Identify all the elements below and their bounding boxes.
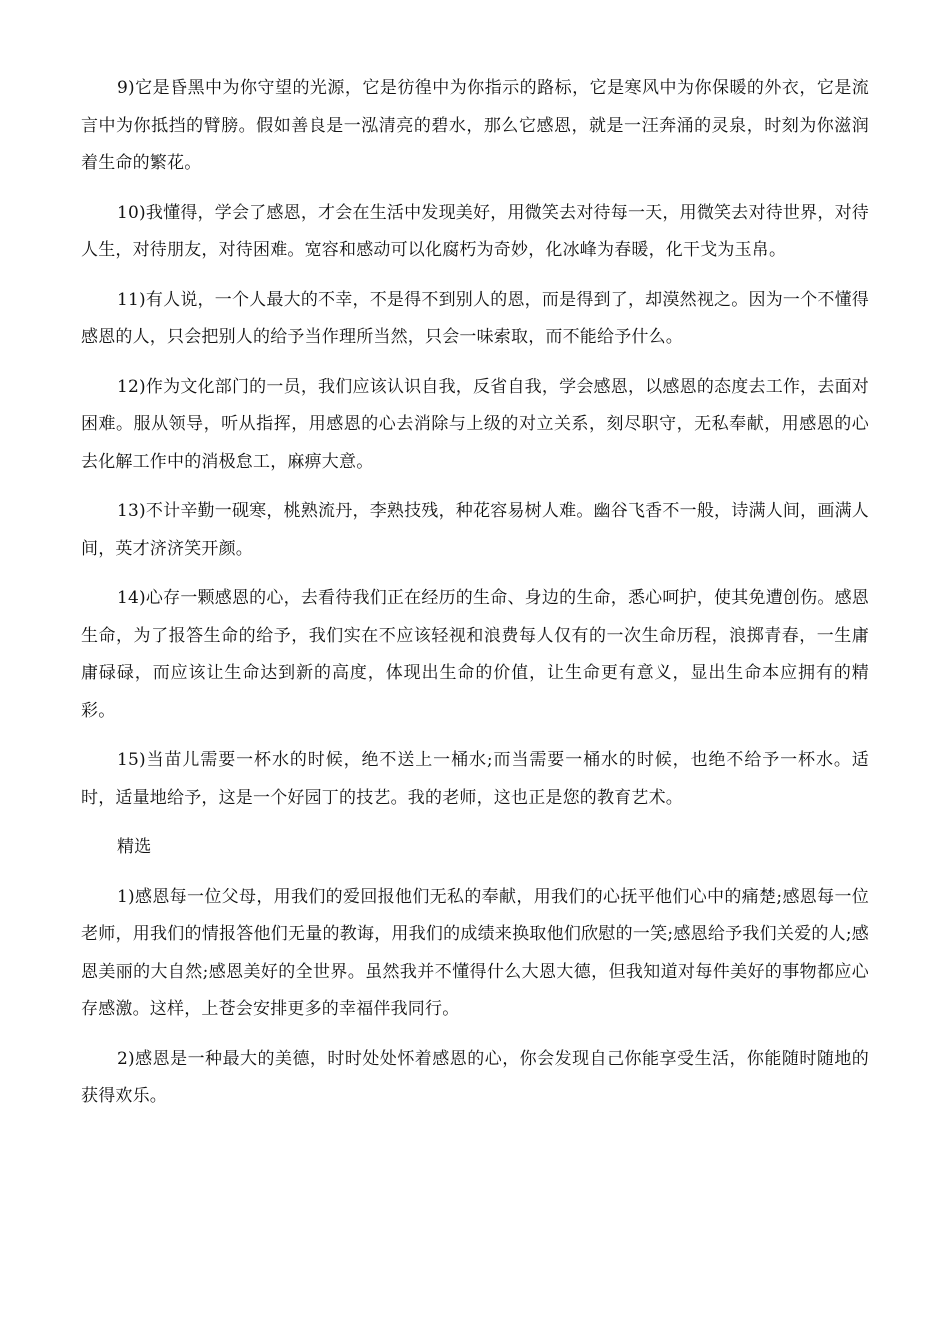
- document-body: [81, 70, 869, 1128]
- paragraph-12: 12)作为文化部门的一员，我们应该认识自我，反省自我，学会感恩，以感恩的态度去工作，去面对困难。服从领导，听从指挥，用感恩的心去消除与上级的对立关系，刻尽职守，无私奉献，用感恩的心去化解工作中的消极怠工，麻痹大意。: [81, 376, 869, 472]
- paragraph-14: 14)心存一颗感恩的心，去看待我们正在经历的生命、身边的生命，悉心呵护，使其免遭创伤。感恩生命，为了报答生命的给予，我们实在不应该轻视和浪费每人仅有的一次生命历程，浪掷青春，一生庸庸碌碌，而应该让生命达到新的高度，体现出生命的价值，让生命更有意义，显出生命本应拥有的精彩。: [81, 588, 869, 721]
- selected-paragraph-2: 2)感恩是一种最大的美德，时时处处怀着感恩的心，你会发现自己你能享受生活，你能随时随地的获得欢乐。: [81, 1048, 869, 1106]
- paragraph-15: 15)当苗儿需要一杯水的时候，绝不送上一桶水;而当需要一桶水的时候，也绝不给予一杯水。适时，适量地给予，这是一个好园丁的技艺。我的老师，这也正是您的教育艺术。: [81, 750, 869, 808]
- paragraph-11: 11)有人说，一个人最大的不幸，不是得不到别人的恩，而是得到了，却漠然视之。因为一个不懂得感恩的人，只会把别人的给予当作理所当然，只会一味索取，而不能给予什么。: [81, 289, 869, 347]
- paragraph-13: 13)不计辛勤一砚寒，桃熟流丹，李熟技残，种花容易树人难。幽谷飞香不一般，诗满人间，画满人间，英才济济笑开颜。: [81, 501, 869, 559]
- paragraph-9: 9)它是昏黑中为你守望的光源，它是彷徨中为你指示的路标，它是寒风中为你保暖的外衣，它是流言中为你抵挡的臂膀。假如善良是一泓清亮的碧水，那么它感恩，就是一汪奔涌的灵泉，时刻为你滋润着生命的繁花。: [81, 78, 869, 173]
- paragraph-10: 10)我懂得，学会了感恩，才会在生活中发现美好，用微笑去对待每一天，用微笑去对待世界，对待人生，对待朋友，对待困难。宽容和感动可以化腐朽为奇妙，化冰峰为春暖，化干戈为玉帛。: [81, 202, 869, 260]
- section-heading: 精选: [117, 837, 152, 857]
- selected-paragraph-1: 1)感恩每一位父母，用我们的爱回报他们无私的奉献，用我们的心抚平他们心中的痛楚;感恩每一位老师，用我们的情报答他们无量的教诲，用我们的成绩来换取他们欣慰的一笑;感恩给予我们关爱的人;感恩美丽的大自然;感恩美好的全世界。虽然我并不懂得什么大恩大德，但我知道对每件美好的事物都应心存感激。这样，上苍会安排更多的幸福伴我同行。: [81, 886, 869, 1019]
